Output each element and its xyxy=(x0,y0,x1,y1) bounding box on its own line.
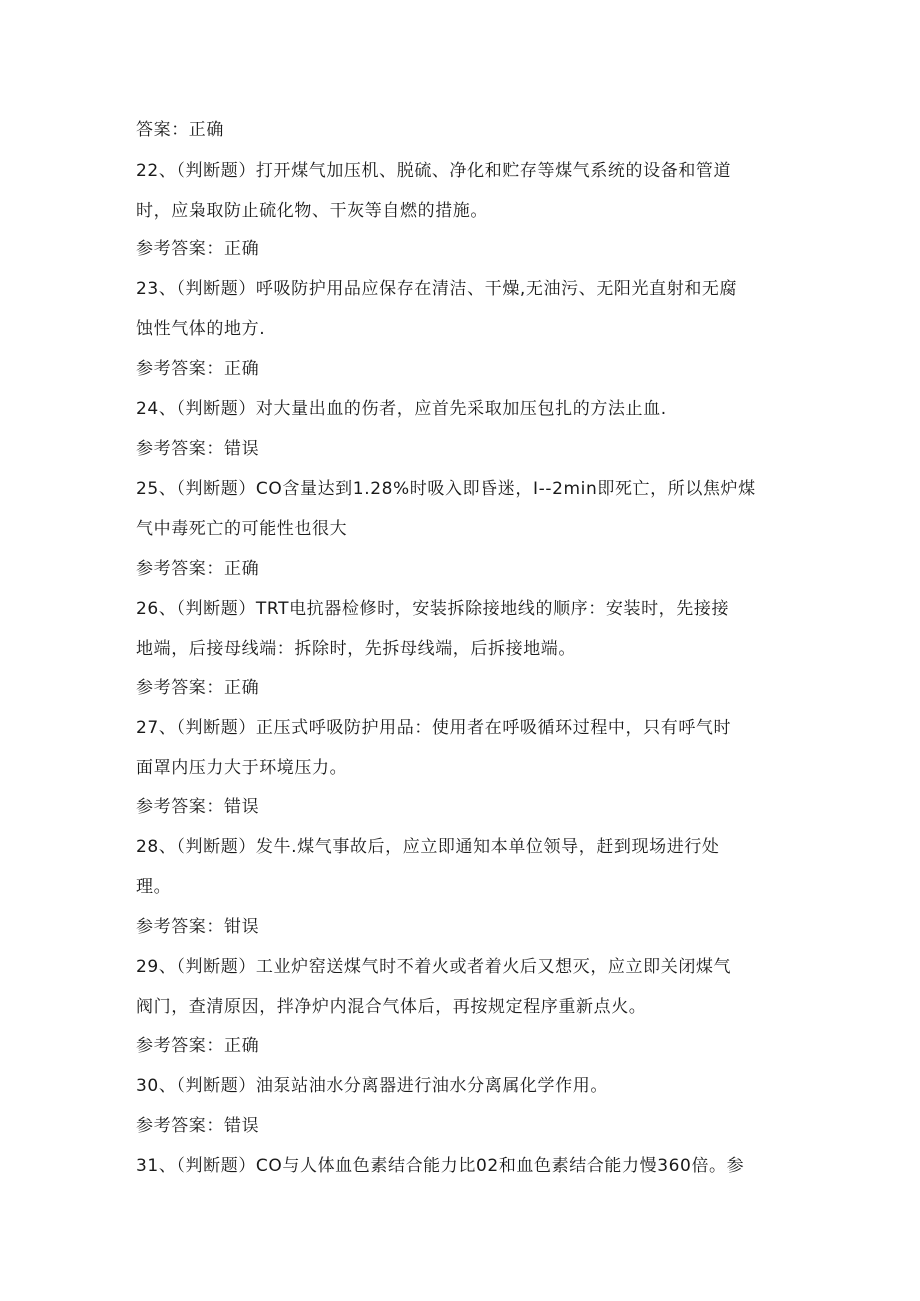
answer-26: 参考答案：正确 xyxy=(136,678,260,698)
question-23-text: 23、（判断题）呼吸防护用品应保存在清洁、干燥,无油污、无阳光直射和无腐 xyxy=(136,279,738,299)
question-25-text: 25、（判断题）CO含量达到1.28%时吸入即昏迷，I--2min即死亡，所以焦炉煤 xyxy=(136,479,756,499)
answer-24: 参考答案：错误 xyxy=(136,439,260,459)
question-31-text: 31、（判断题）CO与人体血色素结合能力比02和血色素结合能力慢360倍。参 xyxy=(136,1156,745,1176)
question-29-text: 29、（判断题）工业炉窑送煤气时不着火或者着火后又想灭，应立即关闭煤气 xyxy=(136,957,732,977)
answer-25: 参考答案：正确 xyxy=(136,559,260,579)
question-28-text: 28、（判断题）发牛.煤气事故后，应立即通知本单位领导，赶到现场进行处 xyxy=(136,837,720,857)
question-28-text-cont: 理。 xyxy=(136,877,172,897)
question-22-text: 22、（判断题）打开煤气加压机、脱硫、净化和贮存等煤气系统的设备和管道 xyxy=(136,161,732,181)
answer-28: 参考答案：钳误 xyxy=(136,917,260,937)
question-26-text: 26、（判断题）TRT电抗器检修时，安装拆除接地线的顺序：安装时，先接接 xyxy=(136,599,730,619)
question-24-text: 24、（判断题）对大量出血的伤者，应首先采取加压包扎的方法止血. xyxy=(136,399,667,419)
answer-line: 答案：正确 xyxy=(136,120,224,140)
answer-30: 参考答案：错误 xyxy=(136,1116,260,1136)
answer-23: 参考答案：正确 xyxy=(136,359,260,379)
question-26-text-cont: 地端，后接母线端：拆除时，先拆母线端，后拆接地端。 xyxy=(136,639,576,659)
answer-29: 参考答案：正确 xyxy=(136,1036,260,1056)
question-22-text-cont: 时，应枭取防止硫化物、干灰等自燃的措施。 xyxy=(136,201,488,221)
question-23-text-cont: 蚀性气体的地方. xyxy=(136,319,266,339)
answer-27: 参考答案：错误 xyxy=(136,797,260,817)
answer-22: 参考答案：正确 xyxy=(136,239,260,259)
question-30-text: 30、（判断题）油泵站油水分离器进行油水分离属化学作用。 xyxy=(136,1076,608,1096)
question-27-text: 27、（判断题）正压式呼吸防护用品：使用者在呼吸循环过程中，只有呼气时 xyxy=(136,718,732,738)
question-25-text-cont: 气中毒死亡的可能性也很大 xyxy=(136,519,348,539)
question-29-text-cont: 阀门，查清原因，拌净炉内混合气体后，再按规定程序重新点火。 xyxy=(136,997,647,1017)
question-27-text-cont: 面罩内压力大于环境压力。 xyxy=(136,758,348,778)
